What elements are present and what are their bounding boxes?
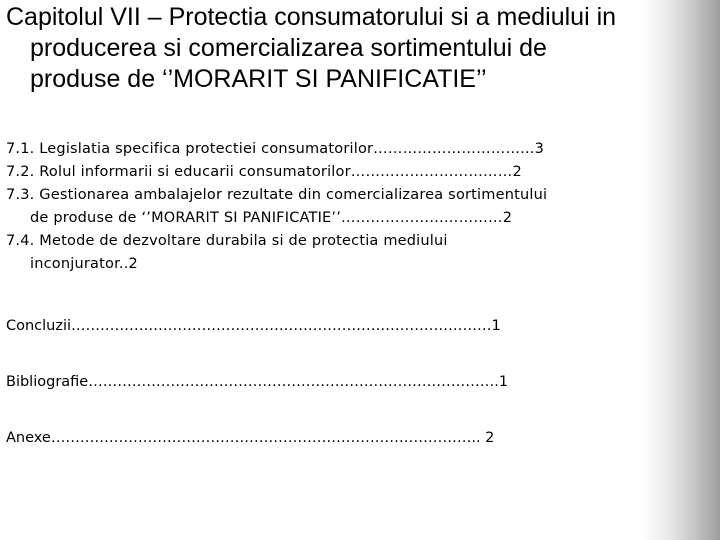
title-line-3: produse de ‘’MORARIT SI PANIFICATIE’’ [30, 65, 487, 93]
toc-entry-concluzii: Concluzii……………………………………………………………………………1 [6, 318, 501, 334]
toc-item-7-2: 7.2. Rolul informarii si educarii consumatorilor……………………………2 [6, 164, 522, 180]
toc-entry-anexe: Anexe…………………………………………………………………………….. 2 [6, 430, 495, 446]
toc-item-7-4: 7.4. Metode de dezvoltare durabila si de protectia mediului [6, 233, 448, 249]
table-of-contents [6, 138, 712, 276]
slide-title [6, 2, 714, 95]
toc-item-7-4-continued: inconjurator..2 [30, 256, 138, 272]
toc-item-7-3-continued: de produse de ‘’MORARIT SI PANIFICATIE’’……………………………2 [30, 210, 513, 226]
toc-item-7-3: 7.3. Gestionarea ambalajelor rezultate din comercializarea sortimentului [6, 187, 548, 203]
toc-entry-bibliografie: Bibliografie………………………………………………………………………….1 [6, 374, 509, 390]
toc-item-7-1: 7.1. Legislatia specifica protectiei consumatorilor…………………………...3 [6, 141, 545, 157]
title-line-1: Capitolul VII – Protectia consumatorului si a mediului in [6, 3, 617, 31]
title-line-2: producerea si comercializarea sortimentului de [30, 34, 547, 62]
